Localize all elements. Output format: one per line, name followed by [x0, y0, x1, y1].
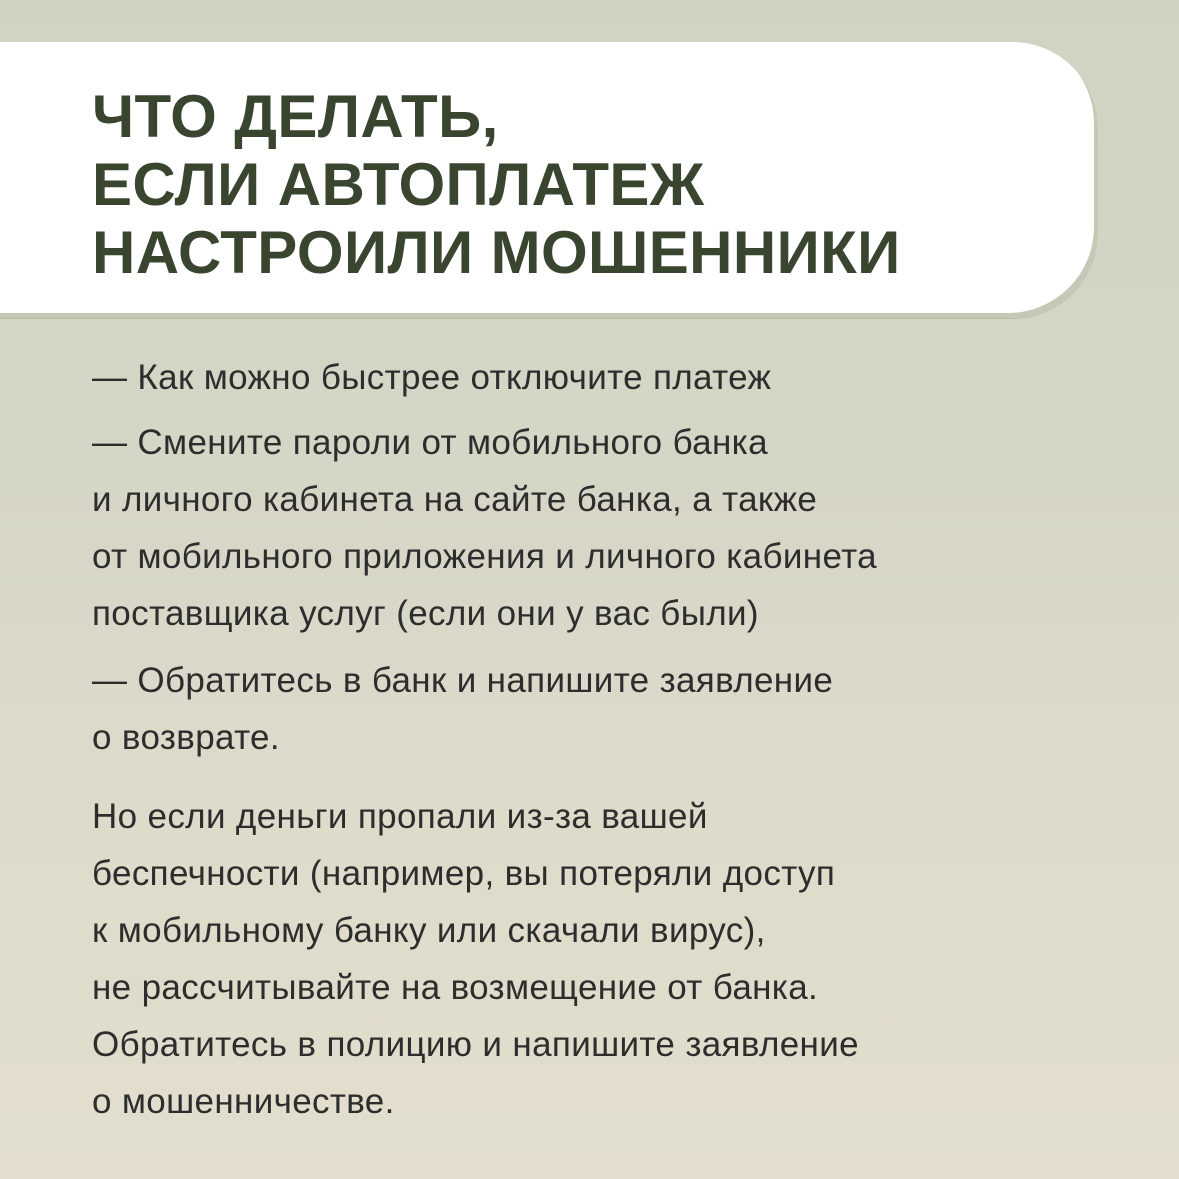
page-title [92, 83, 901, 287]
title-line: НАСТРОИЛИ МОШЕННИКИ [92, 219, 901, 286]
text-line: Обратитесь в полицию и напишите заявление [92, 1025, 859, 1064]
text-line: от мобильного приложения и личного кабинета [92, 537, 877, 576]
text-line: поставщика услуг (если они у вас были) [92, 594, 759, 633]
text-line: — Смените пароли от мобильного банка [92, 423, 768, 462]
tip-disable-payment [92, 349, 1132, 406]
title-line: ЕСЛИ АВТОПЛАТЕЖ [92, 151, 705, 218]
text-line: — Обратитесь в банк и напишите заявление [92, 661, 834, 700]
text-line: к мобильному банку или скачали вирус), [92, 911, 766, 950]
text-line: беспечности (например, вы потеряли доступ [92, 854, 836, 893]
tip-change-passwords [92, 414, 1132, 642]
text-line: — Как можно быстрее отключите платеж [92, 358, 772, 397]
content-body [92, 349, 1132, 1130]
text-line: Но если деньги пропали из-за вашей [92, 797, 708, 836]
spacer [92, 642, 1132, 652]
text-line: и личного кабинета на сайте банка, а также [92, 480, 818, 519]
warning-note [92, 788, 1132, 1130]
text-line: не рассчитывайте на возмещение от банка. [92, 968, 819, 1007]
spacer [92, 766, 1132, 788]
text-line: о возврате. [92, 718, 280, 757]
text-line: о мошенничестве. [92, 1082, 395, 1121]
tip-contact-bank [92, 652, 1132, 766]
spacer [92, 406, 1132, 414]
title-line: ЧТО ДЕЛАТЬ, [92, 83, 499, 150]
